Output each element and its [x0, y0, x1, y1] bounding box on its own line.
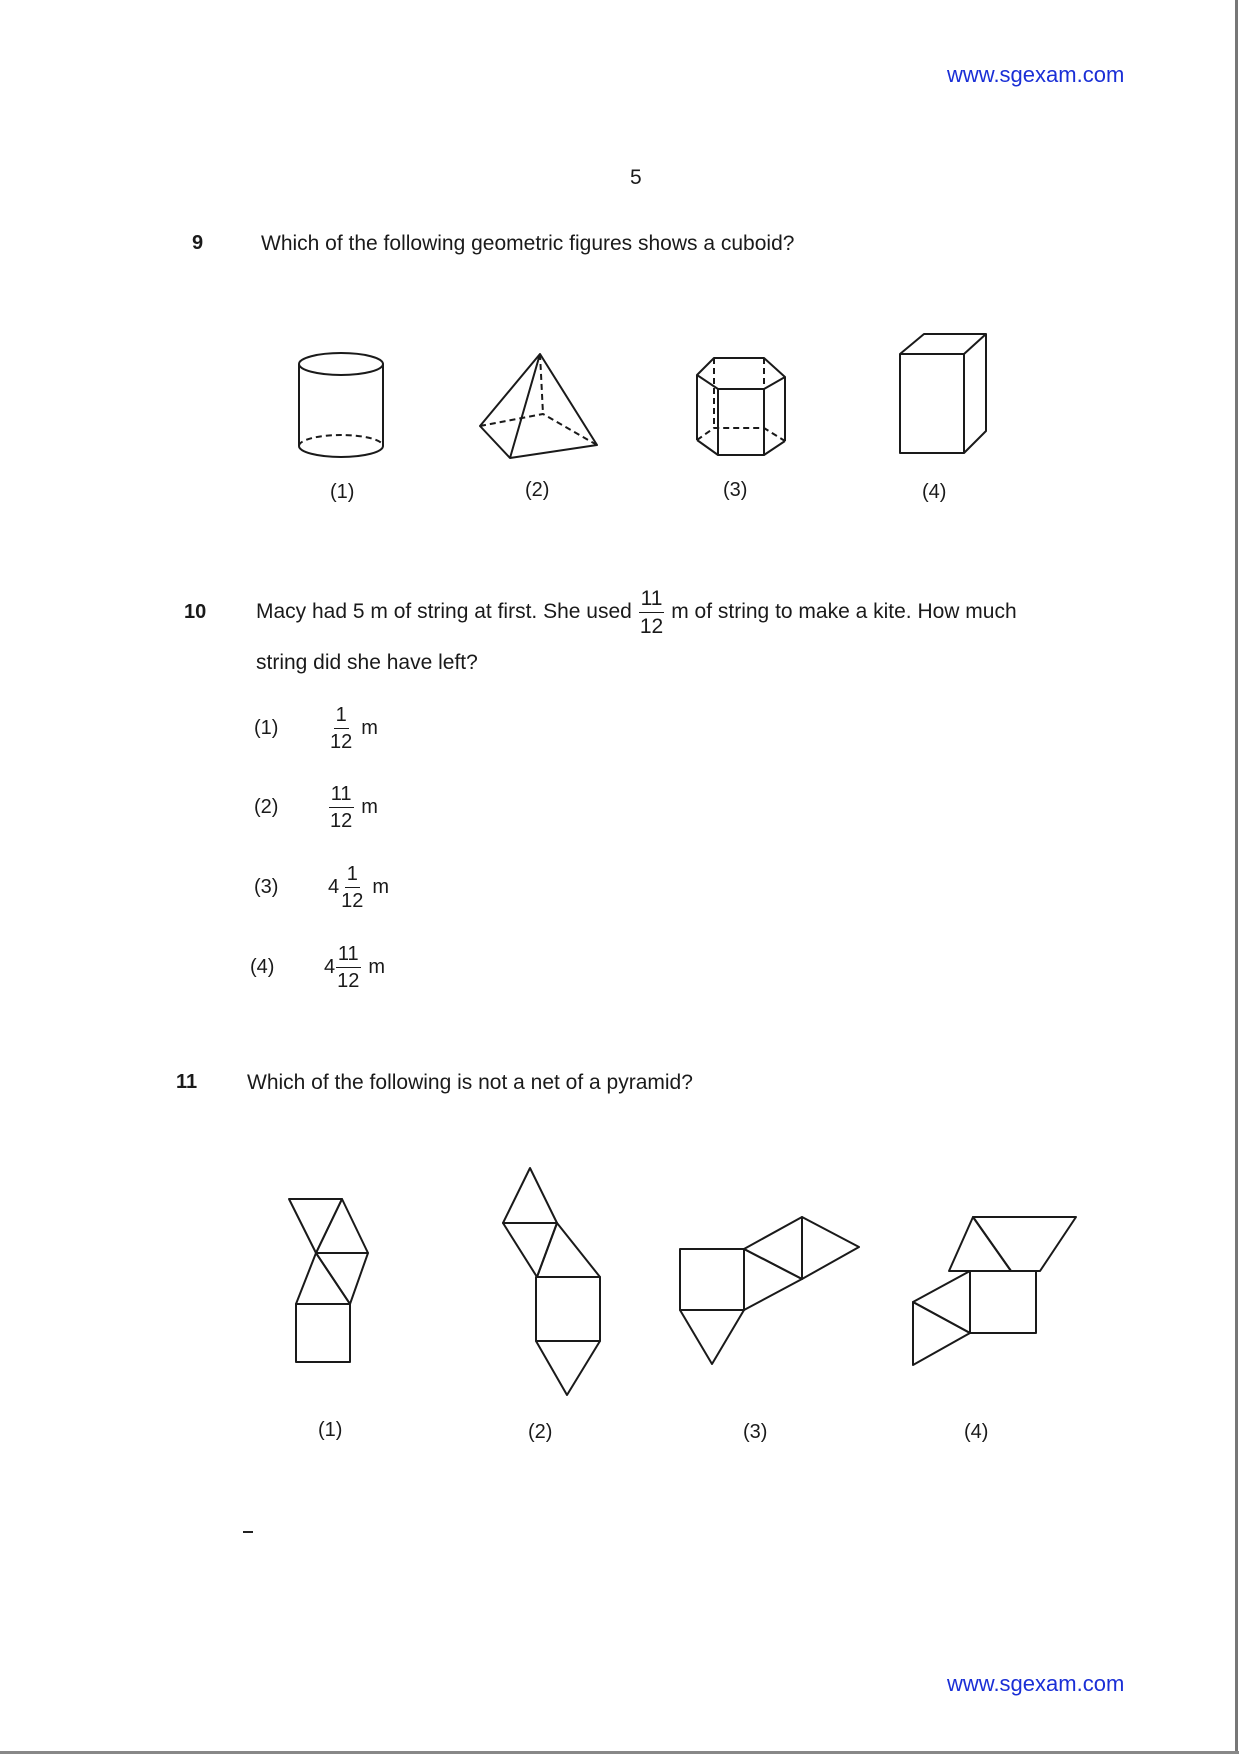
fraction-denominator: 12: [330, 809, 353, 832]
q10-option-4[interactable]: [250, 939, 385, 995]
question-11-number: 11: [176, 1071, 198, 1093]
option-label: (2): [254, 795, 279, 818]
net-3-icon: [676, 1212, 866, 1368]
option-fraction: [328, 784, 354, 831]
question-10-text-line2: string did she have left?: [256, 651, 478, 674]
option-label: (3): [254, 875, 279, 898]
fraction-denominator: 12: [337, 969, 360, 992]
hexagonal-prism-icon: [694, 354, 788, 458]
question-10-number: 10: [184, 601, 207, 623]
net-4-icon: [906, 1212, 1084, 1372]
question-10-text: [256, 580, 1017, 644]
q11-label-3: (3): [743, 1421, 768, 1443]
page-edge-right: [1235, 0, 1238, 1754]
q10-option-3[interactable]: [254, 859, 389, 915]
option-unit: m: [368, 955, 386, 978]
q9-label-1: (1): [330, 481, 355, 503]
q11-label-1: (1): [318, 1419, 343, 1441]
fraction-numerator: 1: [345, 864, 360, 888]
net-1-icon: [282, 1192, 388, 1374]
footer-website-link[interactable]: www.sgexam.com: [947, 1671, 1125, 1696]
pyramid-icon: [478, 352, 602, 460]
q10-option-2[interactable]: [254, 779, 378, 835]
option-label: (1): [254, 716, 279, 739]
option-unit: m: [361, 795, 378, 818]
option-whole: 4: [328, 875, 340, 898]
fraction-denominator: 12: [639, 614, 664, 638]
option-value: [328, 705, 378, 752]
q9-label-2: (2): [525, 479, 550, 501]
question-10-text-after: m of string to make a kite. How much: [671, 600, 1017, 623]
q10-option-1[interactable]: [254, 700, 378, 756]
option-fraction: [339, 864, 365, 911]
cuboid-icon: [898, 332, 990, 456]
option-label: (4): [250, 955, 275, 978]
header-website-link[interactable]: www.sgexam.com: [947, 62, 1125, 87]
question-10-fraction: [638, 588, 665, 637]
page-number: 5: [630, 166, 642, 189]
question-10-text-before: Macy had 5 m of string at first. She used: [256, 600, 632, 623]
scan-mark: [243, 1531, 253, 1533]
fraction-denominator: 12: [330, 730, 353, 753]
option-fraction: [328, 705, 354, 752]
option-fraction: [335, 944, 361, 991]
fraction-denominator: 12: [341, 889, 364, 912]
option-value: [324, 944, 385, 991]
q11-label-2: (2): [528, 1421, 553, 1443]
option-whole: 4: [324, 955, 336, 978]
q9-label-3: (3): [723, 479, 748, 501]
question-9-number: 9: [192, 232, 204, 254]
option-unit: m: [361, 716, 378, 739]
option-value: [328, 784, 378, 831]
question-9-text: Which of the following geometric figures shows a cuboid?: [261, 232, 795, 255]
fraction-numerator: 11: [329, 784, 354, 808]
option-value: [328, 864, 389, 911]
net-2-icon: [500, 1164, 608, 1400]
question-11-text: Which of the following is not a net of a pyramid?: [247, 1071, 693, 1094]
q11-label-4: (4): [964, 1421, 989, 1443]
option-unit: m: [372, 875, 390, 898]
fraction-numerator: 11: [639, 588, 665, 613]
cylinder-icon: [296, 350, 386, 462]
q9-label-4: (4): [922, 481, 947, 503]
fraction-numerator: 11: [336, 944, 361, 968]
fraction-numerator: 1: [334, 705, 349, 729]
